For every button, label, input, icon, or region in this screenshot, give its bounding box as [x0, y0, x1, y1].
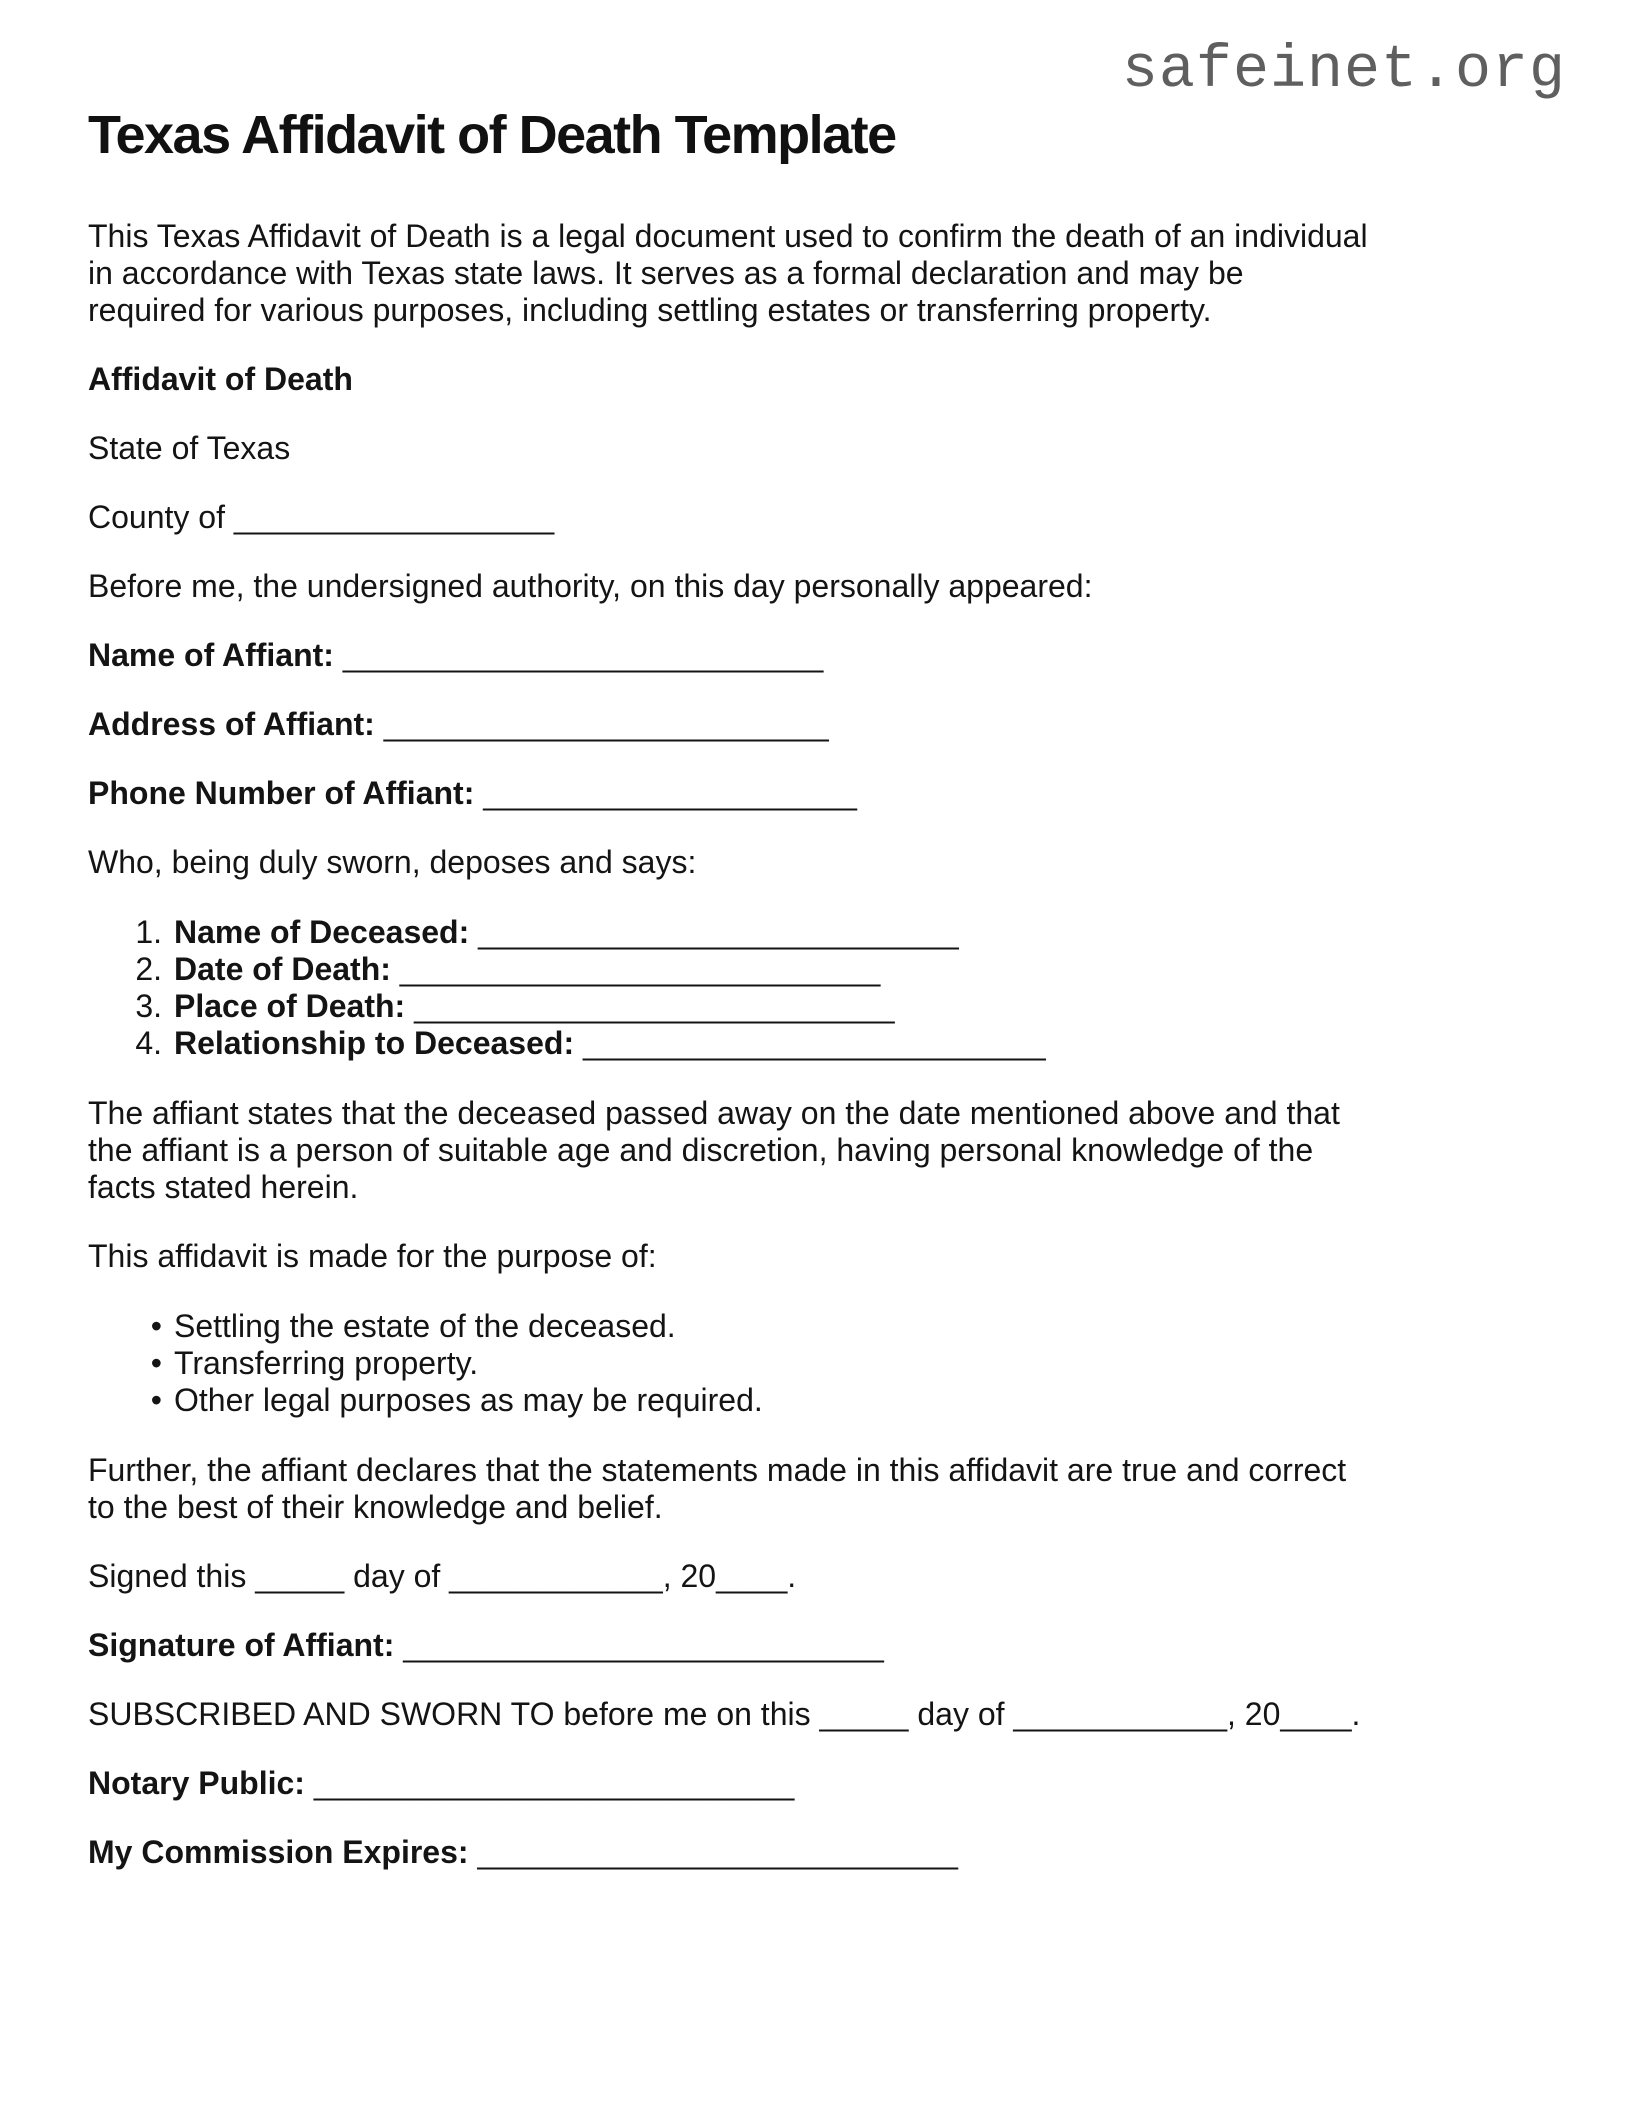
- declaration-line: to the best of their knowledge and belief.: [88, 1489, 663, 1525]
- bullet-text: Transferring property.: [174, 1345, 479, 1381]
- affiant-phone-label: Phone Number of Affiant:: [88, 775, 475, 811]
- signature-row: [88, 1627, 1566, 1664]
- declaration-line: Further, the affiant declares that the statements made in this affidavit are true and correct: [88, 1452, 1347, 1488]
- intro-line: in accordance with Texas state laws. It serves as a formal declaration and may be: [88, 255, 1244, 291]
- death-place-label: Place of Death:: [174, 988, 406, 1024]
- notary-blank: ___________________________: [313, 1765, 795, 1801]
- county-label: County of: [88, 499, 225, 535]
- statement-line: facts stated herein.: [88, 1169, 359, 1205]
- death-date-blank: ___________________________: [399, 951, 881, 987]
- deceased-name-blank: ___________________________: [478, 914, 959, 950]
- state-line: State of Texas: [88, 430, 291, 466]
- notary-label: Notary Public:: [88, 1765, 305, 1801]
- list-number: 1.: [135, 914, 162, 950]
- bullet-icon: •: [150, 1308, 162, 1344]
- relationship-blank: __________________________: [582, 1025, 1046, 1061]
- notary-row: [88, 1765, 1566, 1802]
- subscribed-mid: day of: [917, 1696, 1005, 1732]
- sworn-line: Who, being duly sworn, deposes and says:: [88, 844, 697, 880]
- declaration-paragraph: [88, 1452, 1566, 1526]
- death-place-blank: ___________________________: [414, 988, 895, 1024]
- signed-period: .: [787, 1558, 797, 1594]
- signed-year-blank: ____: [716, 1558, 788, 1594]
- relationship-label: Relationship to Deceased:: [174, 1025, 575, 1061]
- signed-pre: Signed this: [88, 1558, 247, 1594]
- list-item-deceased-name: [88, 914, 1566, 951]
- affiant-address-label: Address of Affiant:: [88, 706, 375, 742]
- subscribed-month-blank: ____________: [1013, 1696, 1227, 1732]
- subscribed-year-prefix: , 20: [1226, 1696, 1281, 1732]
- affiant-address-blank: _________________________: [383, 706, 829, 742]
- death-date-label: Date of Death:: [174, 951, 391, 987]
- statement-line: The affiant states that the deceased passed away on the date mentioned above and that: [88, 1095, 1340, 1131]
- subscribed-pre: SUBSCRIBED AND SWORN TO before me on this: [88, 1696, 811, 1732]
- bullet-text: Settling the estate of the deceased.: [174, 1308, 676, 1344]
- statement-line: the affiant is a person of suitable age and discretion, having personal knowledge of the: [88, 1132, 1314, 1168]
- list-item-body: [174, 988, 895, 1025]
- deceased-numbered-list: [88, 914, 1566, 1062]
- subscribed-day-blank: _____: [819, 1696, 909, 1732]
- list-number: 3.: [135, 988, 162, 1024]
- signed-month-blank: ____________: [449, 1558, 663, 1594]
- list-item-body: [174, 951, 880, 988]
- intro-line: required for various purposes, including settling estates or transferring property.: [88, 292, 1212, 328]
- affiant-address-row: [88, 706, 1566, 743]
- bullet-text: Other legal purposes as may be required.: [174, 1382, 763, 1418]
- county-line: [88, 499, 1566, 536]
- purpose-bullet-list: [88, 1308, 1566, 1419]
- purpose-intro-line: This affidavit is made for the purpose of:: [88, 1238, 657, 1274]
- intro-paragraph: [88, 218, 1566, 329]
- county-blank: __________________: [233, 499, 555, 535]
- affiant-name-row: [88, 637, 1566, 674]
- bullet-icon: •: [150, 1345, 162, 1381]
- list-item-death-place: [88, 988, 1566, 1025]
- list-number: 4.: [135, 1025, 162, 1061]
- subscribed-period: .: [1351, 1696, 1361, 1732]
- intro-line: This Texas Affidavit of Death is a legal document used to confirm the death of an individual: [88, 218, 1368, 254]
- list-item-body: [174, 1025, 1046, 1062]
- bullet-item: [88, 1382, 1566, 1419]
- deceased-name-label: Name of Deceased:: [174, 914, 470, 950]
- list-item-death-date: [88, 951, 1566, 988]
- signed-year-prefix: , 20: [662, 1558, 717, 1594]
- signature-blank: ___________________________: [403, 1627, 884, 1663]
- subscribed-line: [88, 1696, 1566, 1733]
- affiant-phone-row: [88, 775, 1566, 812]
- affiant-name-blank: ___________________________: [342, 637, 824, 673]
- page-title: Texas Affidavit of Death Template: [88, 105, 896, 165]
- signed-day-blank: _____: [255, 1558, 345, 1594]
- signed-line: [88, 1558, 1566, 1595]
- list-item-relationship: [88, 1025, 1566, 1062]
- bullet-item: [88, 1345, 1566, 1382]
- bullet-item: [88, 1308, 1566, 1345]
- subscribed-year-blank: ____: [1280, 1696, 1352, 1732]
- site-logo: safeinet.org: [1121, 37, 1566, 105]
- statement-paragraph: [88, 1095, 1566, 1206]
- list-number: 2.: [135, 951, 162, 987]
- commission-label: My Commission Expires:: [88, 1834, 469, 1870]
- signature-label: Signature of Affiant:: [88, 1627, 395, 1663]
- commission-blank: ___________________________: [477, 1834, 958, 1870]
- commission-row: [88, 1834, 1566, 1871]
- signed-mid: day of: [353, 1558, 441, 1594]
- affiant-phone-blank: _____________________: [483, 775, 857, 811]
- bullet-icon: •: [150, 1382, 162, 1418]
- section-heading: Affidavit of Death: [88, 361, 353, 397]
- affiant-name-label: Name of Affiant:: [88, 637, 334, 673]
- before-line: Before me, the undersigned authority, on this day personally appeared:: [88, 568, 1093, 604]
- list-item-body: [174, 914, 959, 951]
